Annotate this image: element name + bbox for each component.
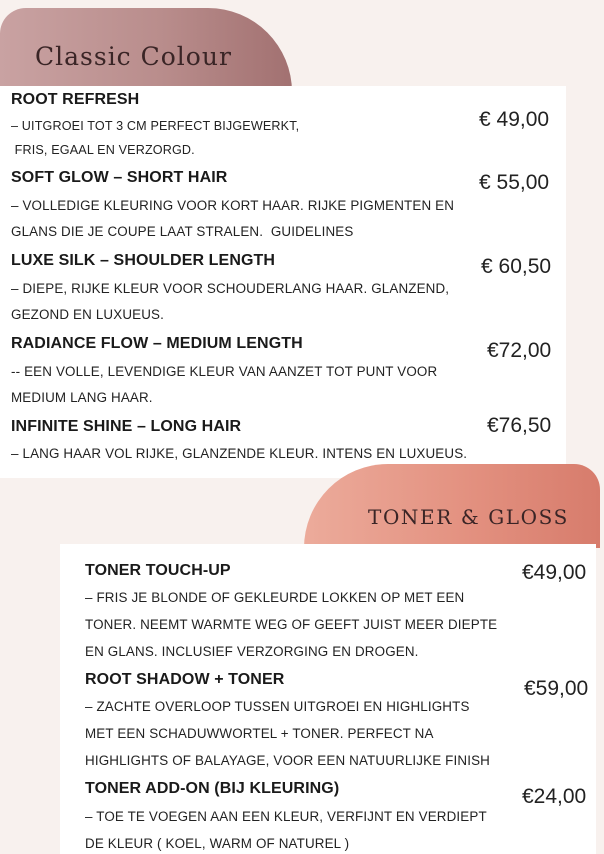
item-description: FRIS, EGAAL EN VERZORGD. bbox=[11, 143, 195, 157]
item-description: TONER. NEEMT WARMTE WEG OF GEEFT JUIST MEER DIEPTE bbox=[85, 617, 498, 632]
item-price: €24,00 bbox=[522, 785, 587, 808]
item-name: TONER TOUCH-UP bbox=[85, 562, 231, 579]
item-price: €59,00 bbox=[524, 677, 589, 700]
classic-colour-title: Classic Colour bbox=[35, 42, 232, 71]
item-description: DE KLEUR ( KOEL, WARM OF NATUREL ) bbox=[85, 836, 350, 851]
item-price: €49,00 bbox=[522, 561, 587, 584]
item-name: ROOT SHADOW + TONER bbox=[85, 671, 285, 688]
item-description: -- EEN VOLLE, LEVENDIGE KLEUR VAN AANZET TOT PUNT VOOR bbox=[11, 364, 438, 379]
item-description: – ZACHTE OVERLOOP TUSSEN UITGROEI EN HIGHLIGHTS bbox=[85, 699, 470, 714]
item-description: – FRIS JE BLONDE OF GEKLEURDE LOKKEN OP MET EEN bbox=[85, 590, 465, 605]
item-name: INFINITE SHINE – LONG HAIR bbox=[11, 418, 242, 435]
item-description: GLANS DIE JE COUPE LAAT STRALEN. GUIDELINES bbox=[11, 224, 354, 239]
item-description: – LANG HAAR VOL RIJKE, GLANZENDE KLEUR. INTENS EN LUXUEUS. bbox=[11, 446, 468, 461]
item-name: LUXE SILK – SHOULDER LENGTH bbox=[11, 252, 276, 269]
item-description: HIGHLIGHTS OF BALAYAGE, VOOR EEN NATUURLIJKE FINISH bbox=[85, 753, 490, 768]
item-description: MEDIUM LANG HAAR. bbox=[11, 390, 153, 405]
item-name: RADIANCE FLOW – MEDIUM LENGTH bbox=[11, 335, 303, 352]
item-description: – VOLLEDIGE KLEURING VOOR KORT HAAR. RIJKE PIGMENTEN EN bbox=[11, 198, 455, 213]
item-name: ROOT REFRESH bbox=[11, 91, 140, 108]
item-description: – UITGROEI TOT 3 CM PERFECT BIJGEWERKT, bbox=[11, 119, 300, 133]
toner-gloss-title: TONER & GLOSS bbox=[368, 505, 569, 529]
item-name: SOFT GLOW – SHORT HAIR bbox=[11, 169, 228, 186]
item-description: EN GLANS. INCLUSIEF VERZORGING EN DROGEN. bbox=[85, 644, 419, 659]
item-description: GEZOND EN LUXUEUS. bbox=[11, 307, 164, 322]
item-description: – DIEPE, RIJKE KLEUR VOOR SCHOUDERLANG HAAR. GLANZEND, bbox=[11, 281, 450, 296]
item-description: – TOE TE VOEGEN AAN EEN KLEUR, VERFIJNT EN VERDIEPT bbox=[85, 809, 487, 824]
item-price: € 49,00 bbox=[479, 108, 550, 131]
item-name: TONER ADD-ON (BIJ KLEURING) bbox=[85, 780, 340, 797]
item-price: €72,00 bbox=[487, 339, 552, 362]
item-price: €76,50 bbox=[487, 414, 552, 437]
item-description: MET EEN SCHADUWWORTEL + TONER. PERFECT NA bbox=[85, 726, 434, 741]
item-price: € 55,00 bbox=[479, 171, 550, 194]
item-price: € 60,50 bbox=[481, 255, 552, 278]
